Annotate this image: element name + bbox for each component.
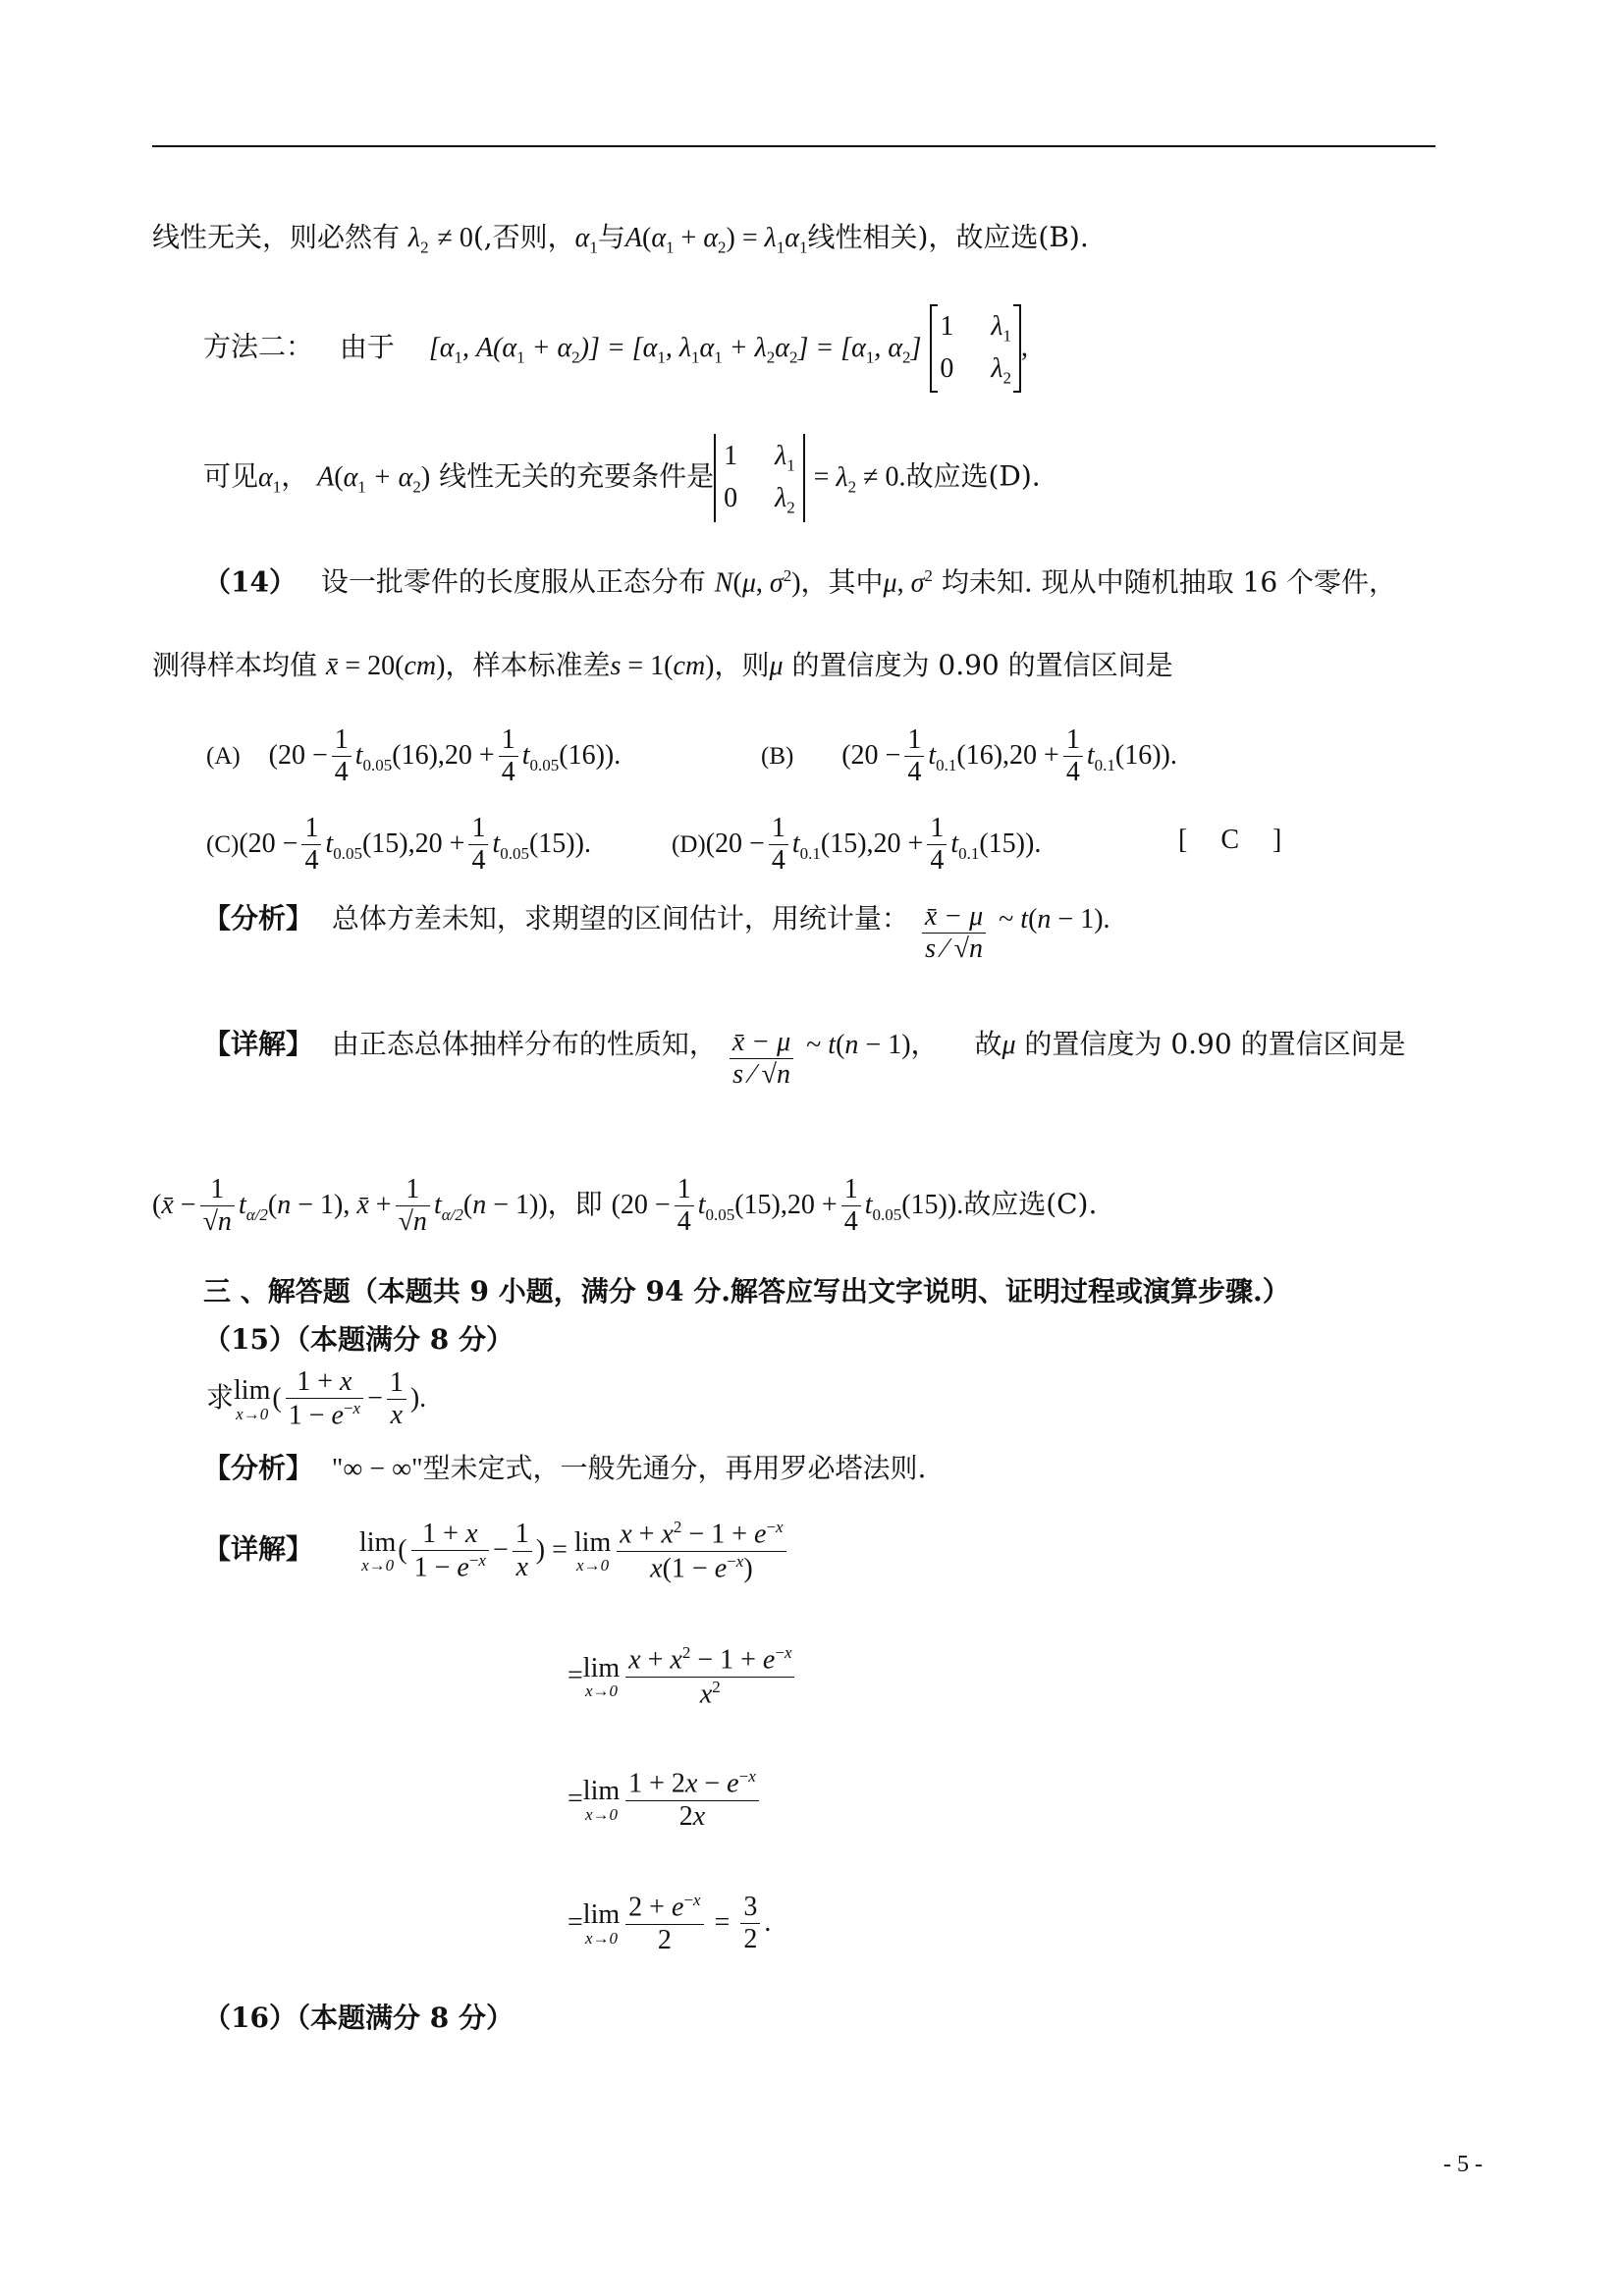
q14-stem-line2: 测得样本均值 x̄ = 20(cm)，样本标准差s = 1(cm)，则μ 的置信度为 0.90 的置信区间是 bbox=[152, 649, 1173, 681]
determinant: 1 $\lambda_1$ 0 $\lambda_2$ bbox=[714, 434, 805, 522]
q14-analysis: 【分析】 总体方差未知，求期望的区间估计，用统计量： $\frac{x̄ - \mu}{s ⁄ √n}$ ~ t(n − 1). bbox=[203, 901, 1110, 965]
header-rule bbox=[152, 145, 1435, 147]
matrix: 1 $\lambda_1$ 0 $\lambda_2$ bbox=[930, 304, 1021, 393]
q15-title: （15）（本题满分 8 分） bbox=[203, 1323, 514, 1356]
q14-stem-line1: （14） 设一批零件的长度服从正态分布 N(μ, $\sigma^2$)，其中μ, $\sigma^2$ 均未知. 现从中随机抽取 16 个零件， bbox=[203, 565, 1397, 599]
q16-title: （16）（本题满分 8 分） bbox=[203, 2002, 514, 2034]
q13-text: 线性无关，则必然有 bbox=[152, 221, 401, 253]
q13-line3: 可见$\alpha_1$， $A(\alpha_1 + \alpha_2)$ 线性无关的充要条件是 1 $\lambda_1$ 0 $\lambda_2$ = $\lambda_2 \ne 0$.故应选(D). bbox=[203, 434, 1041, 522]
detail-tag: 【详解】 bbox=[203, 1532, 314, 1566]
q15-detail-step2: = lim x→0 $\frac{x + x^2 - 1 + e^{-x}}{x^2}$ bbox=[568, 1643, 798, 1710]
q14-interval: (x̄ − $\frac{1}{√n}$ $t_{\alpha/2}(n - 1)$, x̄ + $\frac{1}{√n}$ $t_{\alpha/2}(n - 1)$)，即 (20 − $\frac{1}{4}$ $t_{0.05}(15),20$ + $\frac{1}{4}$ $t_{0.05}(15)$).故应选(C). bbox=[152, 1174, 1098, 1238]
page-number: - 5 - bbox=[1443, 2152, 1483, 2177]
q14-option-a: (A) (20 − $\frac{1}{4}$ $t_{0.05}(16),20$ + $\frac{1}{4}$ $t_{0.05}(16)$). bbox=[206, 724, 622, 788]
q14-detail: 【详解】 由正态总体抽样分布的性质知， $\frac{x̄ - \mu}{s ⁄ √n}$ ~ t(n − 1)， 故μ 的置信度为 0.90 的置信区间是 bbox=[203, 1027, 1406, 1091]
q15-detail-step1: 【详解】 lim x→0 ( $\frac{1 + x}{1 - e^{-x}}$ − $\frac{1}{x}$ ) = lim x→0 $\frac{x + x^2 - 1 + e^{-x}}{x(1 - e^{-x})}$ bbox=[203, 1518, 790, 1584]
q14-option-c: (C)(20 − $\frac{1}{4}$ $t_{0.05}(15),20$ + $\frac{1}{4}$ $t_{0.05}(15)$). bbox=[206, 813, 591, 877]
q14-option-b: (B) (20 − $\frac{1}{4}$ $t_{0.1}(16),20$ + $\frac{1}{4}$ $t_{0.1}(16)$). bbox=[761, 724, 1177, 788]
q15-detail-step4: = lim x→0 $\frac{2 + e^{-x}}{2}$ = $\frac{3}{2}$ . bbox=[568, 1891, 772, 1955]
analysis-tag: 【分析】 bbox=[203, 902, 314, 935]
q14-option-d: (D)(20 − $\frac{1}{4}$ $t_{0.1}(15),20$ + $\frac{1}{4}$ $t_{0.1}(15)$). bbox=[672, 813, 1042, 877]
section-heading: 三 、解答题（本题共 9 小题，满分 94 分.解答应写出文字说明、证明过程或演算步骤.） bbox=[203, 1275, 1290, 1308]
answer-bracket: [ C ] bbox=[1178, 825, 1282, 855]
q13-line1: 线性无关，则必然有 $\lambda_2 \ne 0$(,否则，$\alpha_1$与$A(\alpha_1 + \alpha_2) = \lambda_1\alpha_1$线性相关)，故应选(B). bbox=[152, 221, 1089, 257]
q15-analysis: 【分析】 "∞ − ∞"型未定式，一般先通分，再用罗必塔法则. bbox=[203, 1452, 927, 1484]
q13-method2: 方法二： 由于 [$\alpha_1$, $A(\alpha_1 + \alpha_2)] = [\alpha_1$, $\lambda_1\alpha_1 + \lambda_2\alpha_2] = [\alpha_1$, $\alpha_2$] 1 $\lambda_1$ 0 $\lambda_2$ , bbox=[203, 304, 1028, 393]
q15-question: 求 lim x→0 ( $\frac{1 + x}{1 - e^{-x}}$ − $\frac{1}{x}$ ). bbox=[206, 1366, 427, 1431]
question-number: （14） bbox=[203, 565, 297, 599]
answer-letter: C bbox=[1220, 825, 1240, 855]
method2-label: 方法二： bbox=[203, 330, 314, 363]
analysis-tag: 【分析】 bbox=[203, 1452, 314, 1484]
q15-detail-step3: = lim x→0 $\frac{1 + 2x - e^{-x}}{2x}$ bbox=[568, 1767, 763, 1833]
detail-tag: 【详解】 bbox=[203, 1028, 314, 1061]
